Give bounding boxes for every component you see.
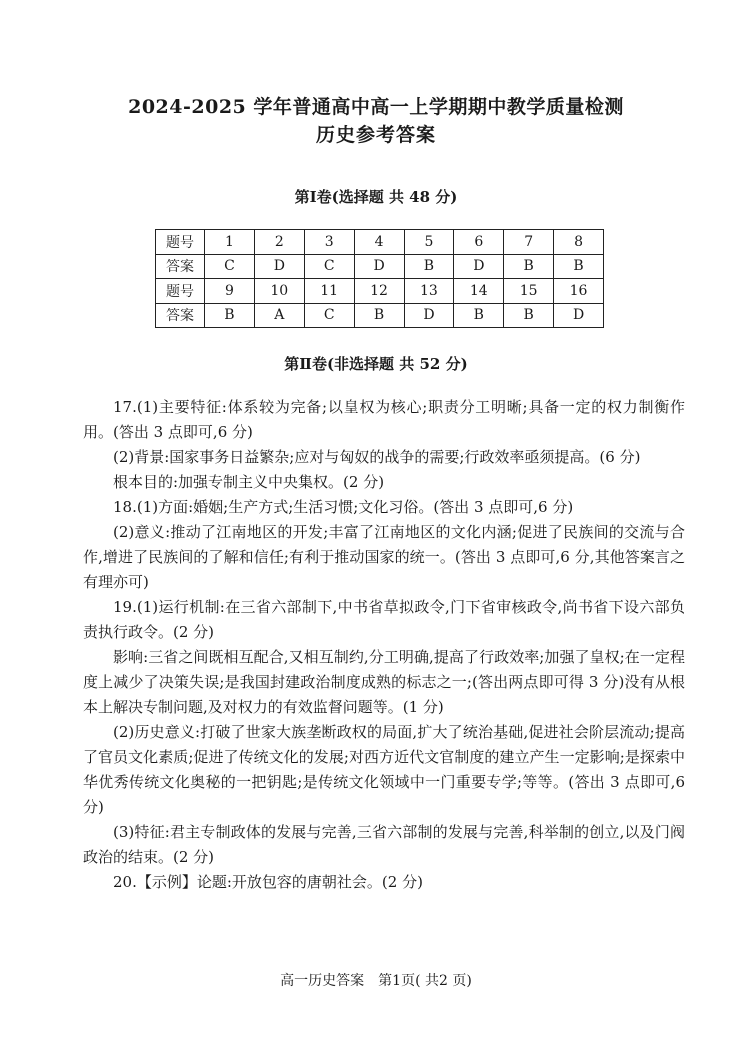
- answer-paragraph: 20.【示例】论题:开放包容的唐朝社会。(2 分): [113, 873, 423, 891]
- answer-paragraph: 17.(1)主要特征:体系较为完备;以皇权为核心;职责分工明晰;具备一定的权力制衡作用。(答出 3 点即可,6 分): [83, 398, 685, 441]
- table-cell: C: [304, 303, 354, 328]
- table-row: [156, 230, 604, 255]
- table-row: [156, 279, 604, 304]
- table-cell: 15: [504, 279, 554, 304]
- table-cell: B: [504, 254, 554, 279]
- table-cell: 6: [454, 230, 504, 255]
- table-cell: D: [554, 303, 604, 328]
- answer-body: [83, 395, 685, 895]
- answer-paragraph: (3)特征:君主专制政体的发展与完善,三省六部制的发展与完善,科举制的创立,以及门阀政治的结束。(2 分): [83, 823, 685, 866]
- table-cell: 2: [254, 230, 304, 255]
- table-cell: 10: [254, 279, 304, 304]
- table-cell: 14: [454, 279, 504, 304]
- table-cell: 8: [554, 230, 604, 255]
- table-row: [156, 254, 604, 279]
- answer-paragraph: 影响:三省之间既相互配合,又相互制约,分工明确,提高了行政效率;加强了皇权;在一定程度上减少了决策失误;是我国封建政治制度成熟的标志之一;(答出两点即可得 3 分)没有从根本上解决专制问题,及对权力的有效监督问题等。(1 分): [83, 648, 685, 716]
- table-cell: 1: [205, 230, 255, 255]
- table-cell: 4: [354, 230, 404, 255]
- table-cell: 11: [304, 279, 354, 304]
- answer-table: [155, 229, 604, 328]
- table-cell: A: [254, 303, 304, 328]
- document-subtitle: 历史参考答案: [315, 124, 436, 146]
- table-row: [156, 303, 604, 328]
- table-cell: B: [205, 303, 255, 328]
- table-cell: 16: [554, 279, 604, 304]
- table-cell: B: [404, 254, 454, 279]
- table-cell: B: [354, 303, 404, 328]
- table-cell: D: [454, 254, 504, 279]
- page-footer: 高一历史答案 第1页( 共2 页): [280, 973, 472, 989]
- section-1-title: 第Ⅰ卷(选择题 共 48 分): [294, 188, 458, 206]
- table-cell: 7: [504, 230, 554, 255]
- table-cell: 题号: [156, 279, 205, 304]
- table-cell: B: [454, 303, 504, 328]
- answer-paragraph: (2)背景:国家事务日益繁杂;应对与匈奴的战争的需要;行政效率亟须提高。(6 分): [113, 448, 641, 466]
- table-cell: 答案: [156, 303, 205, 328]
- table-cell: 12: [354, 279, 404, 304]
- section-2-title: 第Ⅱ卷(非选择题 共 52 分): [284, 355, 468, 373]
- table-cell: C: [304, 254, 354, 279]
- table-cell: D: [404, 303, 454, 328]
- table-cell: D: [354, 254, 404, 279]
- answer-paragraph: 根本目的:加强专制主义中央集权。(2 分): [113, 473, 385, 491]
- document-title: 2024-2025 学年普通高中高一上学期期中教学质量检测: [128, 96, 624, 118]
- answer-paragraph: 19.(1)运行机制:在三省六部制下,中书省草拟政令,门下省审核政令,尚书省下设六部负责执行政令。(2 分): [83, 598, 685, 641]
- table-cell: B: [504, 303, 554, 328]
- answer-paragraph: 18.(1)方面:婚姻;生产方式;生活习惯;文化习俗。(答出 3 点即可,6 分): [113, 498, 574, 516]
- table-cell: 答案: [156, 254, 205, 279]
- answer-paragraph: (2)意义:推动了江南地区的开发;丰富了江南地区的文化内涵;促进了民族间的交流与合作,增进了民族间的了解和信任;有利于推动国家的统一。(答出 3 点即可,6 分,其他答案言之有理亦可): [83, 523, 685, 591]
- table-cell: 题号: [156, 230, 205, 255]
- table-cell: D: [254, 254, 304, 279]
- answer-paragraph: (2)历史意义:打破了世家大族垄断政权的局面,扩大了统治基础,促进社会阶层流动;提高了官员文化素质;促进了传统文化的发展;对西方近代文官制度的建立产生一定影响;是探索中华优秀传统文化奥秘的一把钥匙;是传统文化领域中一门重要专学;等等。(答出 3 点即可,6 分): [83, 723, 685, 816]
- table-cell: B: [554, 254, 604, 279]
- table-cell: 5: [404, 230, 454, 255]
- table-cell: 9: [205, 279, 255, 304]
- table-cell: 3: [304, 230, 354, 255]
- table-cell: C: [205, 254, 255, 279]
- table-cell: 13: [404, 279, 454, 304]
